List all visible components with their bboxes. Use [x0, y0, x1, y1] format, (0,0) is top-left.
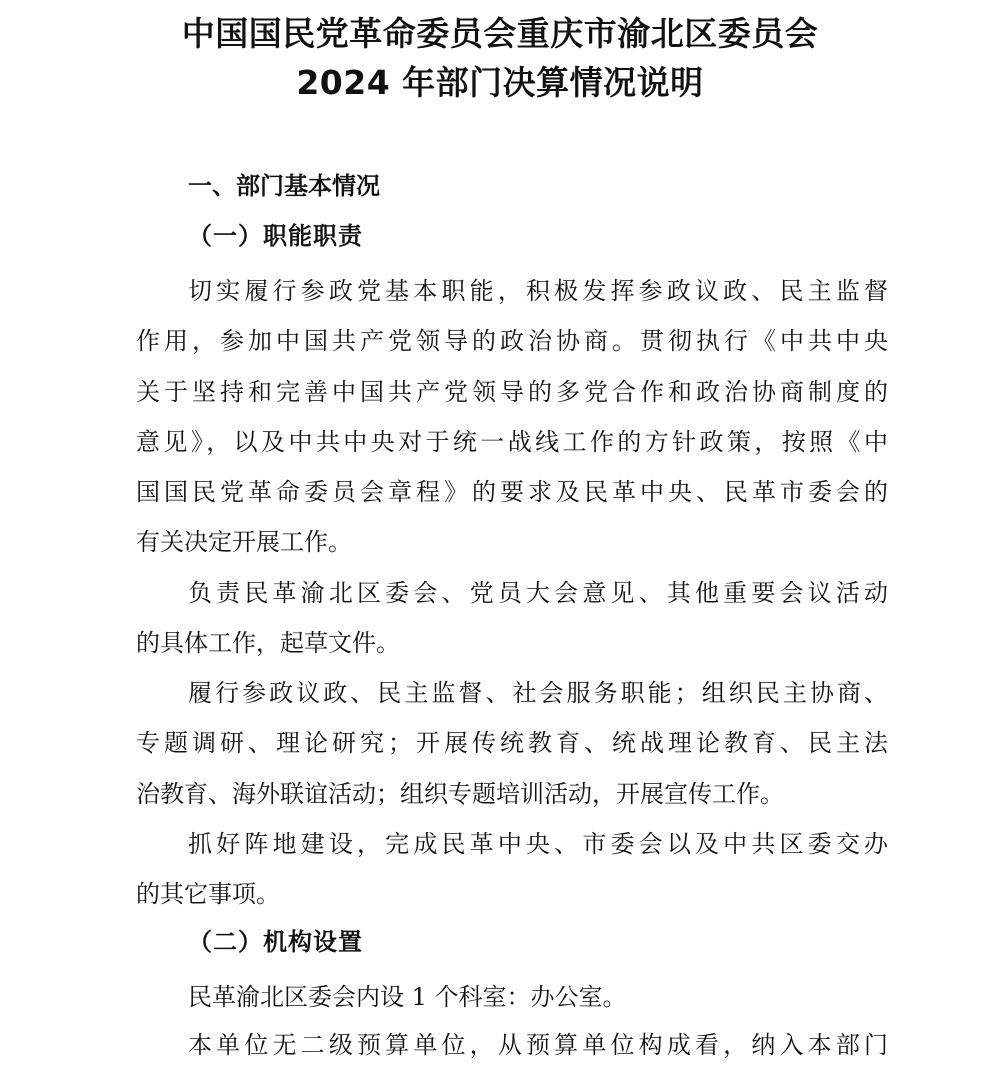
paragraph-organization-1	[136, 972, 888, 1022]
document-title-line-1: 中国国民党革命委员会重庆市渝北区委员会	[181, 14, 819, 53]
paragraph-line: 有关决定开展工作。	[136, 528, 352, 557]
subsection-heading-organization: （二）机构设置	[188, 927, 363, 956]
paragraph-line: 切实履行参政党基本职能，积极发挥参政议政、民主监督	[188, 277, 888, 305]
paragraph-line: 的具体工作，起草文件。	[136, 629, 400, 658]
paragraph-line: 治教育、海外联谊活动；组织专题培训活动，开展宣传工作。	[136, 779, 784, 808]
paragraph-line: 民革渝北区委会内设 1 个科室：办公室。	[188, 983, 627, 1011]
section-heading-basic-info: 一、部门基本情况	[188, 172, 380, 200]
paragraph-line: 意见》，以及中共中央对于统一战线工作的方针政策，按照《中	[136, 427, 888, 456]
paragraph-line: 国国民党革命委员会章程》的要求及民革中央、民革市委会的	[136, 478, 888, 507]
paragraph-line: 本单位无二级预算单位，从预算单位构成看，纳入本部门	[188, 1031, 888, 1059]
document-title-line-2: 2024 年部门决算情况说明	[296, 63, 704, 102]
paragraph-line: 履行参政议政、民主监督、社会服务职能；组织民主协商、	[188, 679, 888, 707]
paragraph-line: 作用，参加中国共产党领导的政治协商。贯彻执行《中共中央	[136, 327, 888, 356]
paragraph-line: 负责民革渝北区委会、党员大会意见、其他重要会议活动	[188, 579, 888, 607]
paragraph-functions-3	[136, 668, 888, 819]
paragraph-organization-2	[136, 1020, 888, 1070]
paragraph-line: 专题调研、理论研究；开展传统教育、统战理论教育、民主法	[136, 729, 888, 758]
paragraph-functions-2	[136, 568, 888, 669]
paragraph-line: 的其它事项。	[136, 880, 280, 909]
paragraph-line: 抓好阵地建设，完成民革中央、市委会以及中共区委交办	[188, 830, 888, 858]
paragraph-line: 关于坚持和完善中国共产党领导的多党合作和政治协商制度的	[136, 377, 888, 406]
paragraph-functions-1	[136, 266, 888, 568]
paragraph-functions-4	[136, 819, 888, 920]
subsection-heading-functions: （一）职能职责	[188, 221, 363, 250]
